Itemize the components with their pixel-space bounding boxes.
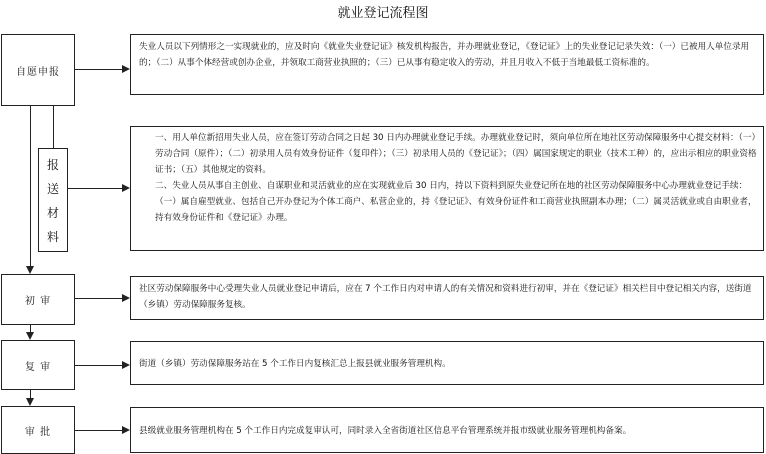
materials-label-box	[38, 148, 68, 252]
arrow-down-initial	[26, 266, 34, 274]
page-title: 就业登记流程图	[337, 6, 429, 21]
flow-line-main	[30, 106, 31, 266]
flow-line-review	[30, 325, 31, 332]
re-review-description-text: 街道（乡镇）劳动保障服务站在 5 个工作日内复核汇总上报县就业服务管理机构。	[139, 359, 451, 369]
materials-description	[130, 126, 764, 251]
stage-voluntary-report	[1, 34, 75, 106]
connector-approval	[75, 430, 122, 431]
stage-voluntary-report-label: 自愿申报	[16, 66, 60, 78]
re-review-description	[130, 341, 764, 385]
materials-char-1: 报	[46, 158, 59, 172]
arrow-materials	[122, 184, 130, 192]
stage-re-review	[1, 340, 75, 390]
flow-line-materials	[53, 106, 54, 148]
initial-review-description-text: 社区劳动保障服务中心受理失业人员就业登记申请后，应在 7 个工作日内对申请人的有关情况和资料进行初审，并在《登记证》相关栏目中登记相关内容，送街道（乡镇）劳动保障服务复核。	[139, 284, 752, 310]
approval-description	[130, 407, 764, 453]
arrow-voluntary	[122, 65, 130, 73]
arrow-down-approval	[26, 398, 34, 406]
materials-char-2: 送	[46, 182, 59, 196]
voluntary-description-text: 失业人员以下列情形之一实现就业的，应及时向《就业失业登记证》核发机构报告，并办理就业登记，《登记证》上的失业登记记录失效：（一）已被用人单位录用的；（二）从事个体经营或创办企业，并领取工商营业执照的；（三）已从事有稳定收入的劳动，并且月收入不低于当地最低工资标准的。	[139, 42, 750, 68]
arrow-initial	[122, 294, 130, 302]
materials-item-1: 一、用人单位新招用失业人员，应在签订劳动合同之日起 30 日内办理就业登记手续。办理就业登记时，须向单位所在地社区劳动保障服务中心提交材料：（一）劳动合同（原件）；（二）初录用人员有效身份证件（复印件）；（三）初录用人员的《登记证》；（四）属国家规定的职业（技术工种）的，应出示相应的职业资格证书；（五）其他规定的资料。	[155, 133, 757, 175]
materials-char-3: 材	[46, 206, 59, 220]
stage-approval	[1, 406, 75, 454]
stage-re-review-label: 复 审	[24, 361, 52, 373]
connector-voluntary	[75, 69, 122, 70]
approval-description-text: 县级就业服务管理机构在 5 个工作日内完成复审认可，同时录入全省街道社区信息平台管理系统并报市级就业服务管理机构备案。	[139, 426, 632, 436]
stage-initial-review	[1, 274, 75, 325]
flow-line-approval	[30, 390, 31, 398]
materials-item-2: 二、失业人员从事自主创业、自谋职业和灵活就业的应在实现就业后 30 日内，持以下资料到原失业登记所在地的社区劳动保障服务中心办理就业登记手续：（一）属自雇型就业、包括自己开办登记为个体工商户、私营企业的，持《登记证》、有效身份证件和工商营业执照副本办理；（二）属灵活就业或自由职业者，持有效身份证件和《登记证》办理。	[155, 181, 757, 223]
stage-initial-review-label: 初 审	[24, 296, 52, 307]
connector-initial	[75, 298, 122, 299]
arrow-approval	[122, 426, 130, 434]
stage-approval-label: 审 批	[24, 426, 52, 438]
initial-review-description	[130, 276, 764, 320]
arrow-down-review	[26, 332, 34, 340]
voluntary-description	[130, 34, 764, 95]
connector-re-review	[75, 365, 122, 366]
materials-char-4: 料	[46, 230, 59, 244]
arrow-re-review	[122, 361, 130, 369]
connector-materials	[68, 188, 122, 189]
